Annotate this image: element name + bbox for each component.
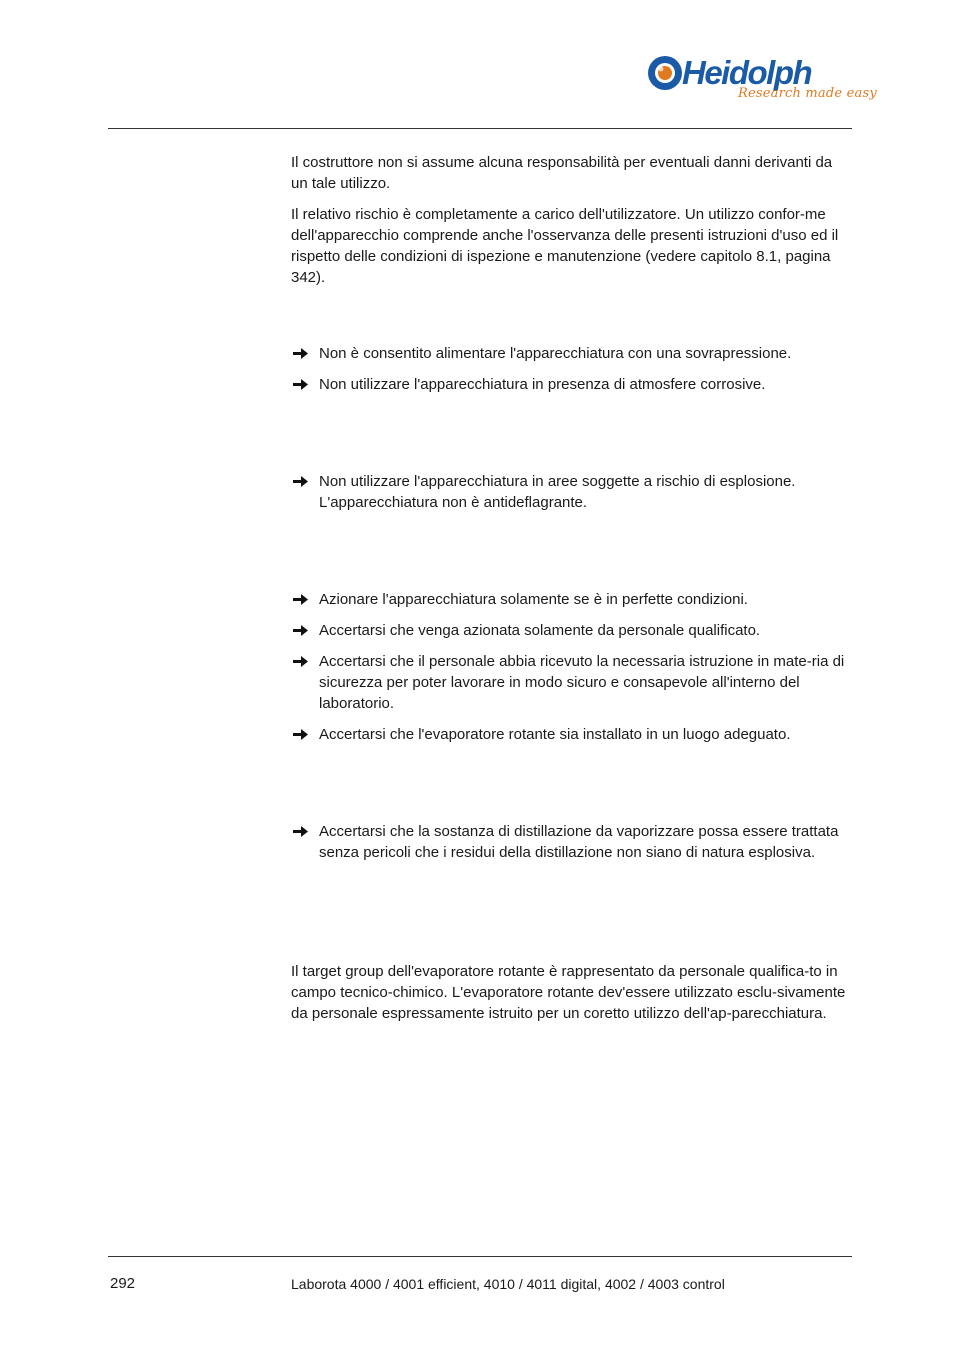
header-divider xyxy=(108,128,852,129)
arrow-right-icon xyxy=(291,374,311,395)
list-item: Accertarsi che il personale abbia ricevuto la necessaria istruzione in mate-ria di sicurezza per poter lavorare in modo sicuro e consapevole all'interno del laboratorio. xyxy=(291,651,851,714)
logo-tagline: Research made easy xyxy=(738,86,877,101)
arrow-right-icon xyxy=(291,620,311,641)
arrow-right-icon xyxy=(291,724,311,745)
list-item: Non è consentito alimentare l'apparecchiatura con una sovrapressione. xyxy=(291,343,851,364)
list-item: Accertarsi che venga azionata solamente da personale qualificato. xyxy=(291,620,851,641)
list-item: Non utilizzare l'apparecchiatura in aree soggette a rischio di esplosione. L'apparecchiatura non è antideflagrante. xyxy=(291,471,851,513)
list-item: Accertarsi che la sostanza di distillazione da vaporizzare possa essere trattata senza pericoli che i residui della distillazione non siano di natura esplosiva. xyxy=(291,821,851,863)
heidolph-logo-mark-icon xyxy=(646,54,684,92)
paragraph-target-group: Il target group dell'evaporatore rotante è rappresentato da personale qualifica-to in campo tecnico-chimico. L'evaporatore rotante dev'essere utilizzato esclu-sivamente da personale espressamente istruito per un coretto utilizzo dell'ap-parecchiatura. xyxy=(291,963,846,1022)
footer-document-title: Laborota 4000 / 4001 efficient, 4010 / 4011 digital, 4002 / 4003 control xyxy=(291,1276,725,1292)
page-number: 292 xyxy=(110,1275,136,1292)
paragraph-liability: Il costruttore non si assume alcuna responsabilità per eventuali danni derivanti da un tale utilizzo. xyxy=(291,154,833,192)
arrow-right-icon xyxy=(291,651,311,672)
arrow-right-icon xyxy=(291,821,311,842)
footer-divider xyxy=(108,1256,852,1257)
list-item: Non utilizzare l'apparecchiatura in presenza di atmosfere corrosive. xyxy=(291,374,851,395)
paragraph-risk: Il relativo rischio è completamente a carico dell'utilizzatore. Un utilizzo confor-me dell'apparecchio comprende anche l'osservanza delle presenti istruzioni d'uso ed il rispetto delle condizioni di ispezione e manutenzione (vedere capitolo 8.1, pagina 342). xyxy=(291,206,839,286)
arrow-right-icon xyxy=(291,589,311,610)
list-item: Azionare l'apparecchiatura solamente se è in perfette condizioni. xyxy=(291,589,851,610)
arrow-right-icon xyxy=(291,471,311,492)
arrow-right-icon xyxy=(291,343,311,364)
heidolph-logo xyxy=(646,52,877,114)
logo-brand-text: Heidolph xyxy=(682,54,812,91)
list-item: Accertarsi che l'evaporatore rotante sia installato in un luogo adeguato. xyxy=(291,724,851,745)
